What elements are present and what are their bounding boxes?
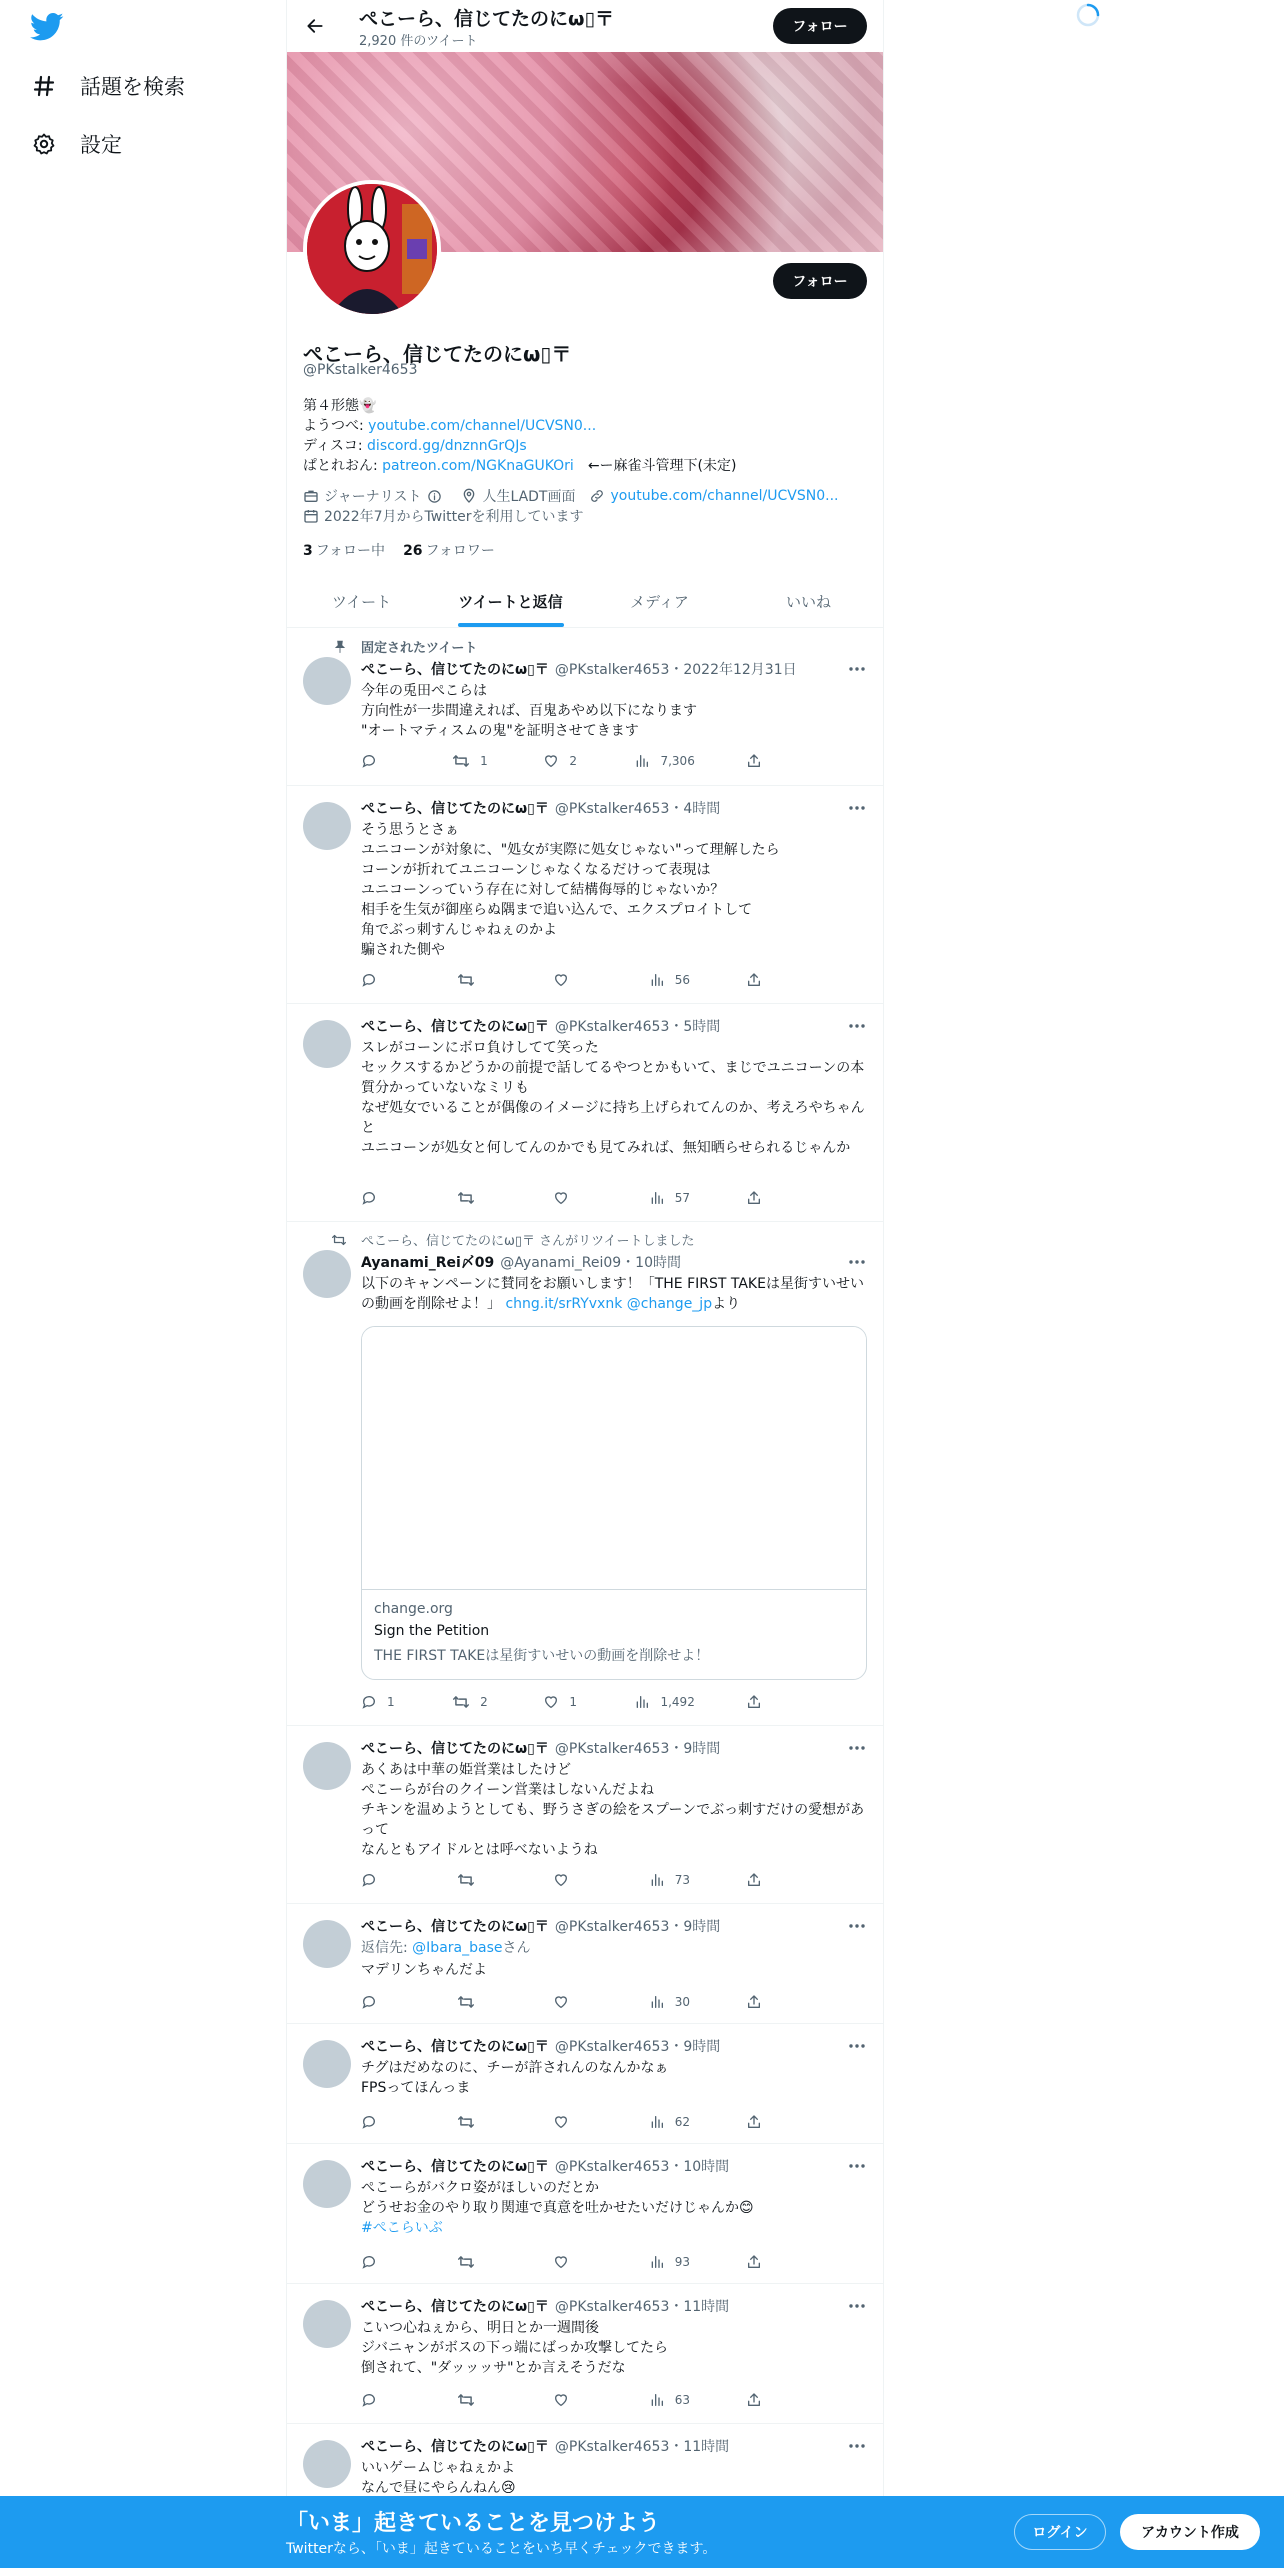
link-card-domain: change.org [374,1601,453,1617]
reply-icon [361,1872,377,1888]
share-button[interactable] [746,2392,786,2408]
retweet-icon [457,972,475,988]
avatar[interactable] [303,1742,351,1790]
tweet-text: こいつ心ねぇから、明日とか一週間後 ジバニャンがボスの下っ端にばっか攻撃してたら 倒されて、"ダッッッサ"とか言えそうだな [361,2320,669,2376]
followers-label: フォロワー [425,543,495,559]
sidebar-item-settings[interactable] [30,124,122,164]
bar-chart-icon [649,972,665,988]
author-name[interactable]: ぺこーら、信じてたのにω▯〒 [361,1919,549,1935]
view-count: 57 [674,1191,691,1205]
more-options-button[interactable] [847,2298,867,2314]
profile-column [286,0,884,2568]
tweet-actions [361,1694,786,1710]
like-button[interactable] [543,1694,583,1710]
retweet-count: 2 [480,1695,488,1709]
more-options-button[interactable] [847,1254,867,1270]
author-handle-time[interactable]: @PKstalker4653・11時間 [554,2299,730,2315]
tweet-actions [361,972,786,988]
mention-link[interactable]: @change_jp [622,1296,713,1312]
tweet-text [361,1274,867,1314]
more-options-button[interactable] [847,1018,867,1034]
signup-banner-title: 「いま」起きていることを見つけよう [286,2511,661,2536]
info-icon [427,489,442,504]
author-handle-time[interactable]: @PKstalker4653・11時間 [554,2439,730,2455]
bio-note: ←ー麻雀斗管理下(未定) [587,458,737,474]
more-dots-icon [849,1924,865,1928]
reply-to-link[interactable]: @Ibara_base [412,1940,503,1956]
avatar[interactable] [303,802,351,850]
briefcase-icon [303,488,319,504]
view-count: 30 [674,1995,691,2009]
tweet-actions [361,1994,786,2010]
reply-button[interactable] [361,1190,401,1206]
bar-chart-icon [649,2392,665,2408]
retweet-button[interactable] [452,1694,492,1710]
like-count: 1 [569,1695,577,1709]
reply-icon [361,1190,377,1206]
profile-stats [303,540,513,560]
bio-youtube-link[interactable]: youtube.com/channel/UCVSN0... [368,418,597,434]
tweet-text: ぺこーらがバクロ姿がほしいのだとか どうせお金のやり取り関連で真意を吐かせたいだけじゃんか😊 [361,2180,754,2216]
profile-avatar[interactable] [303,180,441,318]
author-handle-time[interactable]: @PKstalker4653・10時間 [554,2159,730,2175]
reply-icon [361,753,377,769]
avatar[interactable] [303,1020,351,1068]
tweet-header [361,1252,681,1272]
reply-context [361,1938,867,1958]
calendar-icon [303,508,319,524]
reply-icon [361,2254,377,2270]
pinned-label-row [361,637,477,656]
views-button[interactable] [649,1994,690,2010]
bar-chart-icon [649,1872,665,1888]
tweet[interactable] [287,1222,883,1726]
author-name[interactable]: ぺこーら、信じてたのにω▯〒 [361,801,549,817]
more-options-button[interactable] [847,1740,867,1756]
author-name[interactable]: ぺこーら、信じてたのにω▯〒 [361,2299,549,2315]
signup-button[interactable]: アカウント作成 [1120,2514,1260,2550]
share-icon [746,1872,762,1888]
bar-chart-icon [649,1994,665,2010]
back-button[interactable] [297,8,333,44]
heart-icon [553,2392,569,2408]
retweet-icon [331,1233,347,1247]
share-icon [746,1190,762,1206]
more-options-button[interactable] [847,661,867,677]
reply-button[interactable] [361,972,401,988]
views-button[interactable] [649,1872,690,1888]
header-profile-name: ぺこーら、信じてたのにω▯〒 [359,8,614,30]
view-count: 93 [674,2255,691,2269]
tweet-text-suffix: より [712,1296,741,1312]
reply-suffix: さん [502,1940,531,1956]
retweet-icon [452,1694,470,1710]
profile-header-bar [287,0,883,52]
login-button[interactable]: ログイン [1014,2514,1106,2550]
retweet-button[interactable] [452,753,492,769]
tweet-actions [361,1190,786,1206]
share-button[interactable] [746,1190,786,1206]
tab-tweets[interactable]: ツイート [331,592,392,611]
reply-button[interactable] [361,1872,401,1888]
like-button[interactable] [553,1872,593,1888]
view-count: 73 [674,1873,691,1887]
more-dots-icon [849,667,865,671]
followers-link[interactable] [403,540,495,560]
retweet-button[interactable] [457,1190,497,1206]
more-options-button[interactable] [847,800,867,816]
author-name[interactable]: ぺこーら、信じてたのにω▯〒 [361,2159,549,2175]
share-button[interactable] [746,2254,786,2270]
retweet-button[interactable] [457,1872,497,1888]
like-button[interactable] [553,2392,593,2408]
tweet-header [361,1916,720,1936]
more-options-button[interactable] [847,2158,867,2174]
tweet-header [361,2156,729,2176]
profile-website[interactable] [589,488,838,504]
more-dots-icon [849,806,865,810]
author-name[interactable]: ぺこーら、信じてたのにω▯〒 [361,2439,549,2455]
sidebar-item-label: 話題を検索 [80,75,185,99]
tweet[interactable] [287,786,883,1004]
avatar[interactable] [303,2300,351,2348]
share-button[interactable] [746,972,786,988]
tweet[interactable] [287,2284,883,2424]
tweet-header [361,1016,720,1036]
avatar[interactable] [303,1250,351,1298]
link-card-image [362,1327,866,1590]
heart-icon [553,2114,569,2130]
tweet[interactable] [287,1004,883,1222]
share-button[interactable] [746,753,786,769]
reply-count: 1 [387,1695,395,1709]
link-card[interactable] [361,1326,867,1680]
view-count: 63 [674,2393,691,2407]
hashtag-icon [30,72,58,100]
pinned-label: 固定されたツイート [361,641,478,656]
tweet-text: そう思うとさぁ ユニコーンが対象に、"処女が実際に処女じゃない"って理解したら コーンが折れてユニコーンじゃなくなるだけって表現は ユニコーンっていう存在に対して結構侮辱的じゃないか？ 相手を生気が御座らぬ隅まで追い込んで、エクスプロイトして 角でぶっ刺すんじゃねぇのかよ 騙された側や [361,822,780,958]
author-handle-time[interactable]: @PKstalker4653・2022年12月31日 [554,662,797,678]
signup-banner-subtitle: Twitterなら、「いま」起きていることをいち早くチェックできます。 [286,2541,717,2557]
view-count: 7,306 [660,754,695,768]
share-button[interactable] [746,1694,786,1710]
profile-meta-row [303,486,852,506]
joined-label: 2022年7月からTwitterを利用しています [324,509,584,525]
profile-name: ぺこーら、信じてたのにω▯〒 [303,342,572,366]
author-name[interactable]: ぺこーら、信じてたのにω▯〒 [361,2039,549,2055]
reply-button[interactable] [361,2254,401,2270]
twitter-bird-icon[interactable] [30,12,66,44]
views-button[interactable] [649,972,690,988]
bar-chart-icon [634,1694,650,1710]
author-name[interactable]: ぺこーら、信じてたのにω▯〒 [361,1741,549,1757]
tweet-text: スレがコーンにボロ負けしてて笑った セックスするかどうかの前提で話してるやつとかもいて、まじでユニコーンの本質分かっていないなミリも なぜ処女でいることが偶像のイメージに持ち上げられてんのか、考えろやちゃんと ユニコーンが処女と何してんのかでも見てみれば、無知晒らせられるじゃんか [361,1040,865,1156]
following-count: 3 [303,543,313,559]
tweet-text: 今年の兎田ぺこらは 方向性が一歩間違えれば、百鬼あやめ以下になります "オートマティスムの鬼"を証明させてきます [361,683,697,739]
profile-profession [303,486,447,506]
tweet-url-link[interactable]: chng.it/srRYvxnk [505,1296,623,1312]
views-button[interactable] [649,1190,690,1206]
retweet-icon [457,2254,475,2270]
more-dots-icon [849,1024,865,1028]
header-follow-button[interactable]: フォロー [773,8,867,44]
avatar[interactable] [303,2040,351,2088]
profile-joined-row [303,506,597,526]
share-button[interactable] [746,2114,786,2130]
link-icon [589,488,605,504]
tweet-actions [361,753,786,769]
like-button[interactable] [543,753,583,769]
bio-patreon-link[interactable]: patreon.com/NGKnaGUKOri [382,458,574,474]
tweet[interactable] [287,2144,883,2284]
views-button[interactable] [634,1694,694,1710]
retweet-label-row [361,1230,695,1249]
tweet-header [361,798,720,818]
retweet-count: 1 [480,754,488,768]
views-button[interactable] [649,2114,690,2130]
share-icon [746,753,762,769]
retweet-icon [457,1872,475,1888]
view-count: 62 [674,2115,691,2129]
bio-line: 第４形態👻 [303,398,377,414]
tweet-text-main: 以下のキャンペーンに賛同をお願いします！「THE FIRST TAKEは星街すいせいの動画を削除せよ！」 [361,1276,864,1312]
bio-line [303,436,873,456]
bio-line [303,456,873,476]
sidebar-item-label: 設定 [80,133,122,157]
location-pin-icon [461,488,477,504]
view-count: 56 [674,973,691,987]
more-dots-icon [849,1746,865,1750]
views-button[interactable] [649,2392,690,2408]
avatar[interactable] [303,657,351,705]
tweet-header [361,2436,729,2456]
avatar[interactable] [303,1920,351,1968]
views-button[interactable] [649,2254,690,2270]
profile-handle: @PKstalker4653 [303,362,418,378]
bar-chart-icon [634,753,650,769]
more-dots-icon [849,1260,865,1264]
avatar[interactable] [303,2160,351,2208]
reply-icon [361,1994,377,2010]
bio-label: ようつべ: [303,418,369,434]
bio-label: ぱとれおん: [303,458,383,474]
like-button[interactable] [553,2254,593,2270]
author-handle-time[interactable]: @PKstalker4653・5時間 [554,1019,721,1035]
website-link[interactable]: youtube.com/channel/UCVSN0... [610,488,839,504]
arrow-left-icon [305,16,325,36]
retweet-icon [457,1190,475,1206]
heart-icon [543,753,559,769]
following-link[interactable] [303,540,385,560]
sidebar-item-explore[interactable] [30,66,185,106]
retweet-icon [452,753,470,769]
hashtag-link[interactable]: #ぺこらいぶ [361,2220,443,2236]
profile-follow-button[interactable]: フォロー [773,263,867,299]
profile-location [461,486,575,506]
share-icon [746,972,762,988]
more-dots-icon [849,2444,865,2448]
reply-button[interactable] [361,1694,401,1710]
profession-label: ジャーナリスト [324,489,422,505]
reply-prefix: 返信先: [361,1940,413,1956]
heart-icon [553,1994,569,2010]
tab-media[interactable]: メディア [630,592,689,611]
tweet-actions [361,2254,786,2270]
tab-likes[interactable]: いいね [785,592,831,611]
tweet[interactable] [287,1726,883,1904]
retweet-button[interactable] [457,2392,497,2408]
retweet-icon [457,2114,475,2130]
gear-icon [30,130,58,158]
retweet-button[interactable] [457,2254,497,2270]
author-handle-time[interactable]: @PKstalker4653・9時間 [554,2039,721,2055]
loading-spinner-icon [1075,2,1101,28]
bio-discord-link[interactable]: discord.gg/dnznnGrQJs [367,438,527,454]
tweet-header [361,659,797,679]
share-icon [746,2392,762,2408]
heart-icon [553,1190,569,1206]
bio-label: ディスコ: [303,438,368,454]
heart-icon [553,1872,569,1888]
share-icon [746,2254,762,2270]
more-options-button[interactable] [847,1918,867,1934]
location-label: 人生LADT画面 [482,489,576,505]
more-options-button[interactable] [847,2438,867,2454]
retweeted-by-label[interactable]: ぺこーら、信じてたのにω▯〒 さんがリツイートしました [361,1234,695,1249]
bar-chart-icon [649,2114,665,2130]
author-handle-time[interactable]: @Ayanami_Rei09・10時間 [500,1255,681,1271]
profile-joined [303,506,583,526]
share-icon [746,2114,762,2130]
like-button[interactable] [553,1994,593,2010]
reply-button[interactable] [361,2114,401,2130]
more-options-button[interactable] [847,2038,867,2054]
author-name[interactable]: Ayanami_Rei〆09 [361,1255,495,1271]
tweet-text: いいゲームじゃねぇかよ なんで昼にやらんねん😢 [361,2460,516,2496]
header-tweet-count: 2,920 件のツイート [359,34,478,49]
reply-button[interactable] [361,1994,401,2010]
tweet[interactable] [287,1904,883,2024]
bar-chart-icon [649,2254,665,2270]
reply-icon [361,2114,377,2130]
link-card-title: Sign the Petition [374,1623,490,1639]
share-icon [746,1694,762,1710]
avatar[interactable] [303,2440,351,2488]
pin-icon [333,640,347,654]
more-dots-icon [849,2304,865,2308]
like-button[interactable] [553,972,593,988]
tweet-actions [361,2114,786,2130]
reply-button[interactable] [361,2392,401,2408]
link-card-description: THE FIRST TAKEは星街すいせいの動画を削除せよ！ [374,1648,710,1664]
followers-count: 26 [403,543,423,559]
tweet-header [361,2036,720,2056]
author-name[interactable]: ぺこーら、信じてたのにω▯〒 [361,662,549,678]
reply-icon [361,2392,377,2408]
tweet-text: あくあは中華の姫営業はしたけど ぺこーらが台のクイーン営業はしないんだよね チキンを温めようとしても、野うさぎの絵をスプーンでぶっ刺すだけの愛想があって なんともアイドルとは呼べないようね [361,1762,865,1858]
tweet-actions [361,1872,786,1888]
author-name[interactable]: ぺこーら、信じてたのにω▯〒 [361,1019,549,1035]
tweet-header [361,2296,729,2316]
tweet-text: チグはだめなのに、チーが許されんのなんかなぁ FPSってほんっま [361,2060,669,2096]
heart-icon [543,1694,559,1710]
tweet[interactable] [287,2024,883,2144]
tweet-actions [361,2392,786,2408]
retweet-icon [457,1994,475,2010]
tweet[interactable] [287,629,883,786]
tweet-header [361,1738,720,1758]
reply-button[interactable] [361,753,401,769]
share-button[interactable] [746,1994,786,2010]
profile-bio [303,396,873,476]
tweet-text: マデリンちゃんだよ [361,1962,487,1978]
retweet-button[interactable] [457,972,497,988]
tab-tweets-and-replies[interactable]: ツイートと返信 [436,575,585,627]
like-button[interactable] [553,1190,593,1206]
more-dots-icon [849,2044,865,2048]
profile-tabs [287,575,883,628]
following-label: フォロー中 [315,543,386,559]
views-button[interactable] [634,753,694,769]
share-button[interactable] [746,1872,786,1888]
retweet-button[interactable] [457,1994,497,2010]
retweet-icon [457,2392,475,2408]
bar-chart-icon [649,1190,665,1206]
author-handle-time[interactable]: @PKstalker4653・9時間 [554,1919,721,1935]
reply-icon [361,972,377,988]
share-icon [746,1994,762,2010]
more-dots-icon [849,2164,865,2168]
heart-icon [553,2254,569,2270]
author-handle-time[interactable]: @PKstalker4653・9時間 [554,1741,721,1757]
bio-line [303,416,873,436]
like-count: 2 [569,754,577,768]
view-count: 1,492 [660,1695,695,1709]
retweet-button[interactable] [457,2114,497,2130]
signup-banner [0,2496,1284,2568]
heart-icon [553,972,569,988]
like-button[interactable] [553,2114,593,2130]
reply-icon [361,1694,377,1710]
author-handle-time[interactable]: @PKstalker4653・4時間 [554,801,721,817]
